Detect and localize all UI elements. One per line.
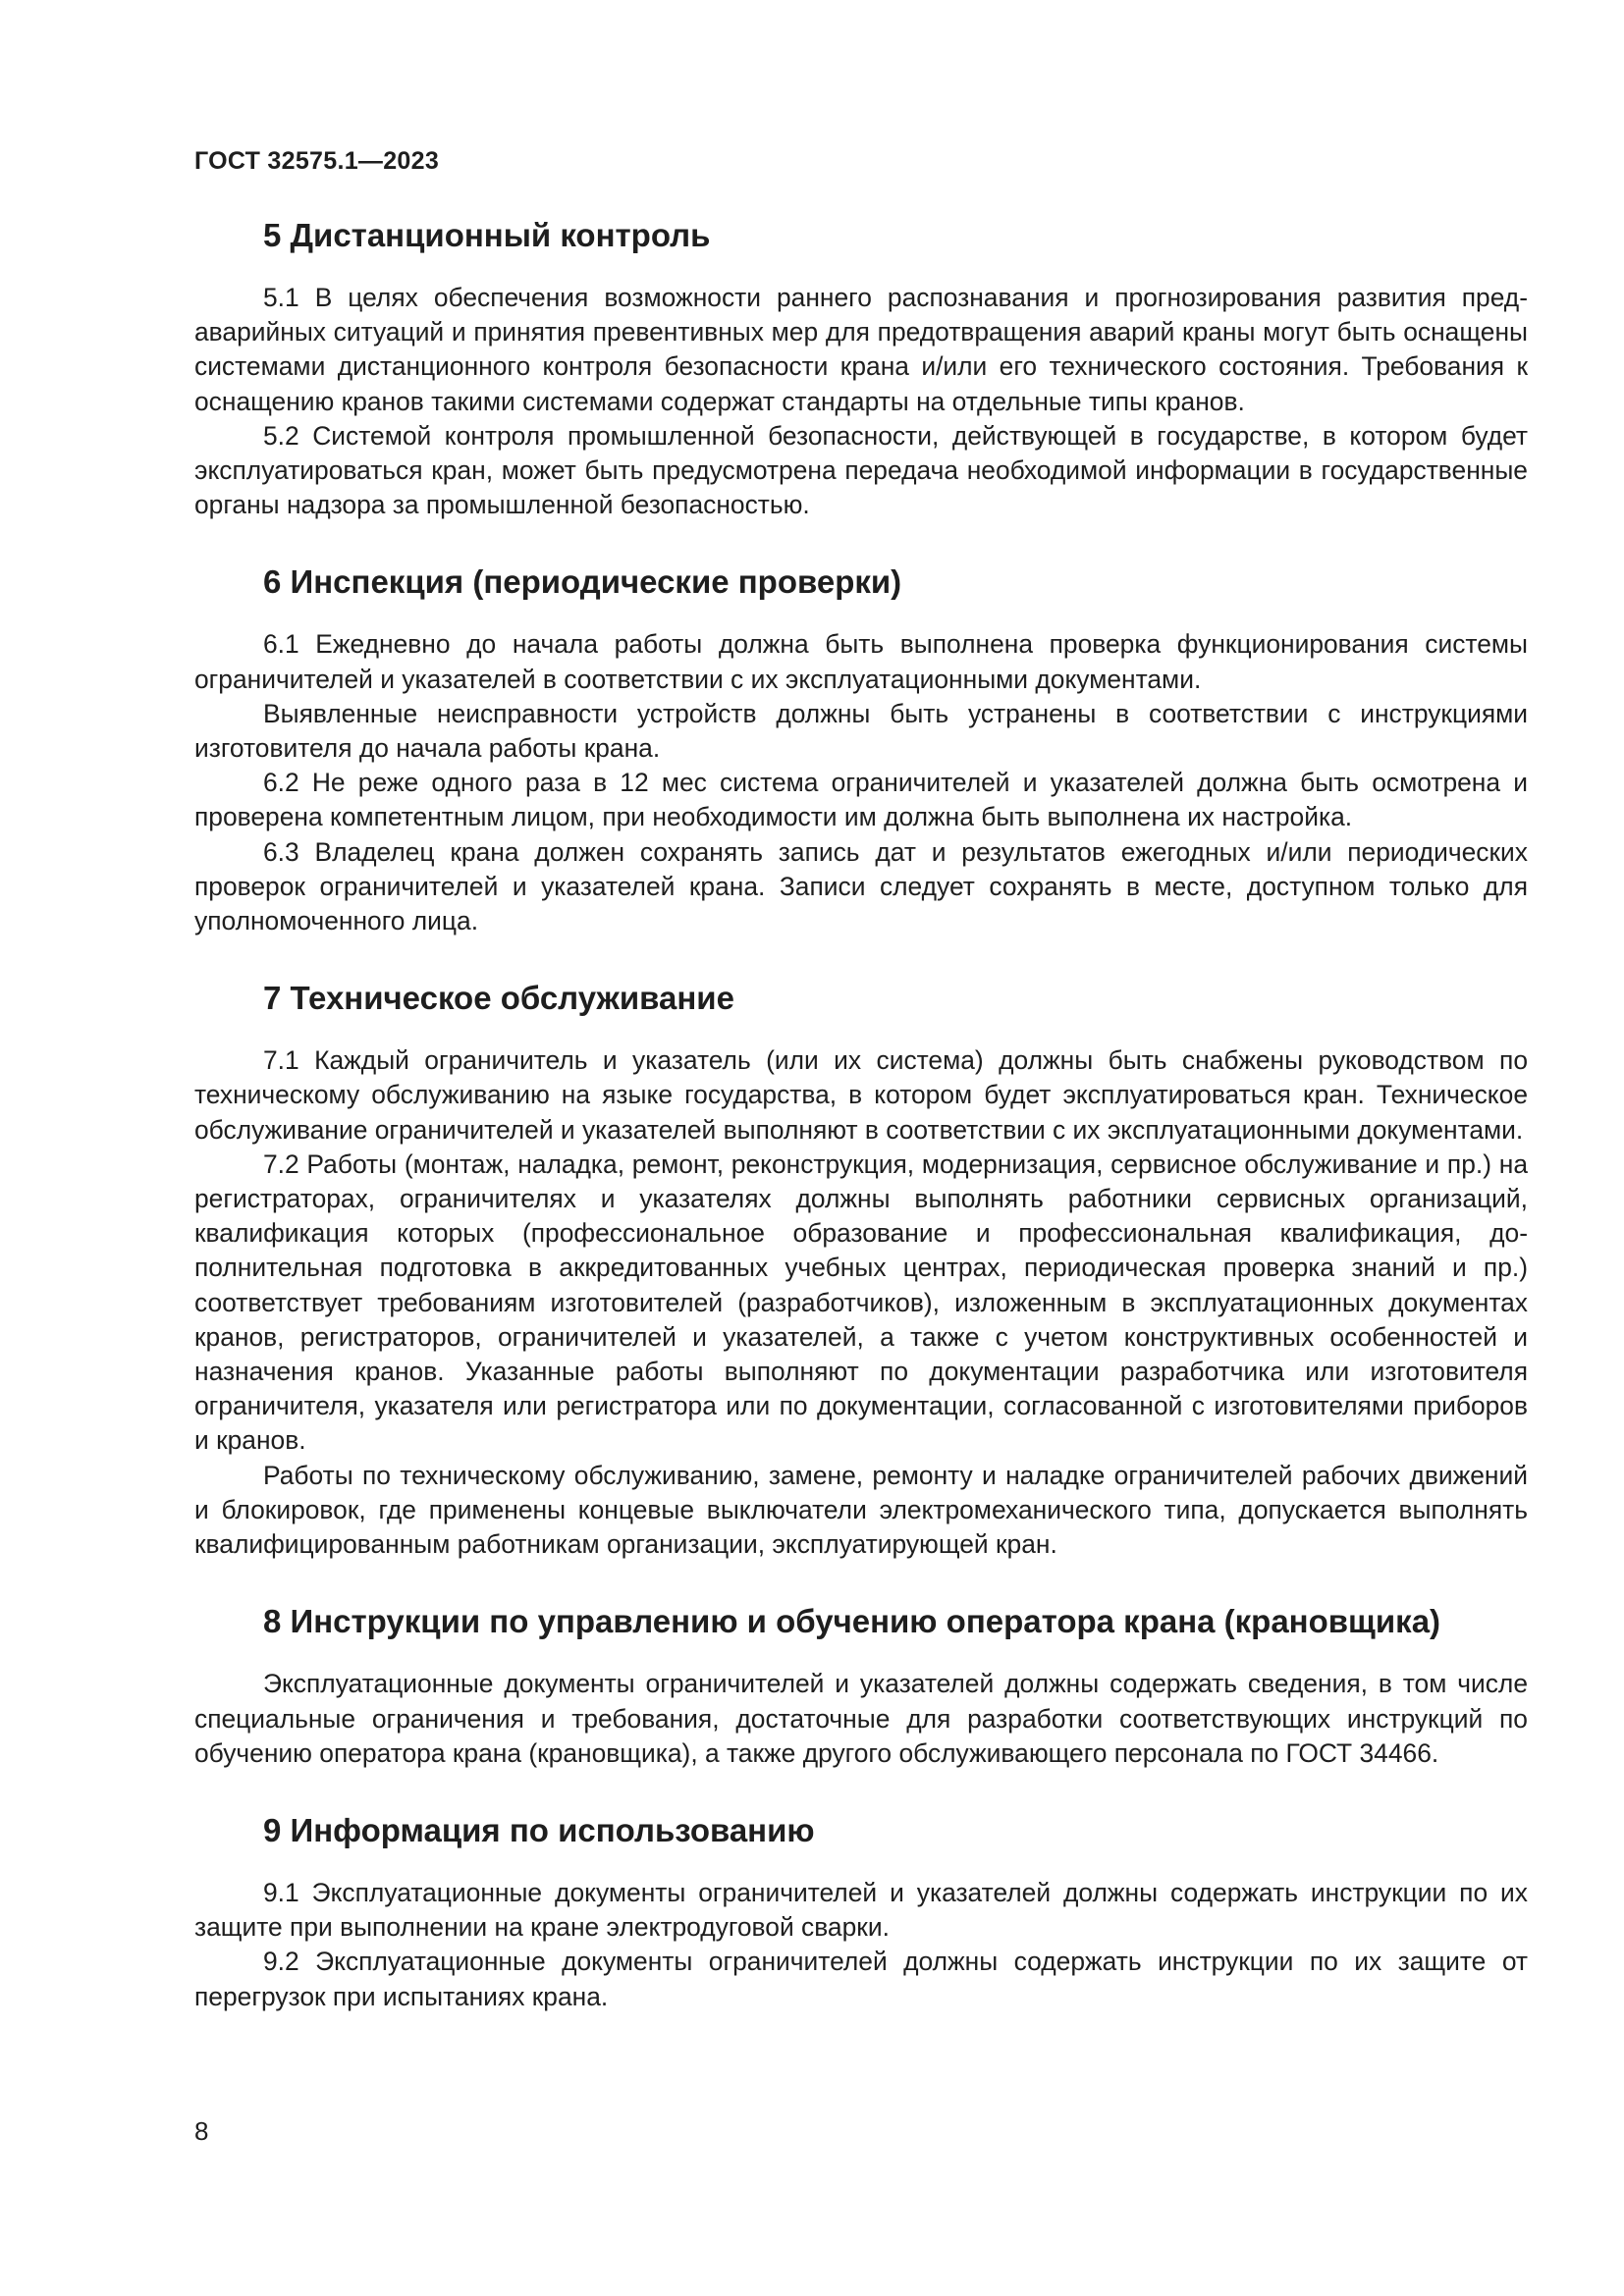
section-title: 7 Техническое обслуживание xyxy=(263,980,734,1017)
paragraph: 6.2 Не реже одного раза в 12 мес система ограничителей и указателей должна быть осмотрена и проверена компетентным лицом, при необходимости им должна быть выполнена их настройка. xyxy=(194,768,1528,832)
section-title: 6 Инспекция (периодические проверки) xyxy=(263,563,902,601)
section-8 xyxy=(194,1600,1528,1771)
section-9 xyxy=(194,1809,1528,2014)
section-5 xyxy=(194,214,1528,522)
paragraph: 7.2 Работы (монтаж, наладка, ремонт, реконструкция, модернизация, сервисное обслуживание и пр.) на регистраторах, ограничителях и указателях должны выполнять работники сервисных организаций, квалификация которых (профессиональное образование и профессиональная квалификация, дополнительная подготовка в аккредитованных учебных центрах, периодическая проверка знаний и пр.) соответствует требованиям изготовителей (разработчиков), изложенным в эксплуатационных документах кранов, регистраторов, ограничителей и указателей, а также с учетом конструктивных особенностей и назначения кранов. Указанные работы выполняют по документации разработчика или изготовителя ограничителя, указателя или регистратора или по документации, согласованной с изготовителями приборов и кранов. xyxy=(194,1148,1528,1456)
paragraph: 5.1 В целях обеспечения возможности раннего распознавания и прогнозирования развития предаварийных ситуаций и принятия превентивных мер для предотвращения аварий краны могут быть оснащены системами дистанционного контроля безопасности крана и/или его технического состояния. Требования к оснащению кранов такими системами содержат стандарты на отдельные типы кранов. xyxy=(194,283,1528,416)
paragraph: 7.1 Каждый ограничитель и указатель (или их система) должны быть снабжены руководством по техническому обслуживанию на языке государства, в котором будет эксплуатироваться кран. Техническое обслуживание ограничителей и указателей выполняют в соответствии с их эксплуатационными документами. xyxy=(194,1045,1528,1145)
paragraph: 9.2 Эксплуатационные документы ограничителей должны содержать инструкции по их защите от перегрузок при испытаниях крана. xyxy=(194,1947,1528,2011)
paragraph: 9.1 Эксплуатационные документы ограничителей и указателей должны содержать инструкции по их защите при выполнении на кране электродуговой сварки. xyxy=(194,1877,1528,1943)
section-6 xyxy=(194,561,1528,938)
page-number: 8 xyxy=(194,2116,209,2146)
paragraph: 6.3 Владелец крана должен сохранять запись дат и результатов ежегодных и/или периодических проверок ограничителей и указателей крана. Записи следует сохранять в месте, доступном только для уполномоченного лица. xyxy=(194,836,1528,936)
section-title: 9 Информация по использованию xyxy=(263,1811,815,1848)
paragraph: Выявленные неисправности устройств должны быть устранены в соответствии с инструкциями изготовителя до начала работы крана. xyxy=(194,698,1528,764)
paragraph: Работы по техническому обслуживанию, замене, ремонту и наладке ограничителей рабочих движений и блокировок, где применены концевые выключатели электромеханического типа, допускается выполнять квалифицированным работникам организации, эксплуатирующей кран. xyxy=(194,1460,1528,1560)
document-code-header: ГОСТ 32575.1—2023 xyxy=(194,147,440,175)
paragraph: 6.1 Ежедневно до начала работы должна быть выполнена проверка функционирования системы ограничителей и указателей в соответствии с их эксплуатационными документами. xyxy=(194,629,1528,694)
paragraph: 5.2 Системой контроля промышленной безопасности, действующей в государстве, в котором будет эксплуатироваться кран, может быть предусмотрена передача необходимой информации в государственные органы надзора за промышленной безопасностью. xyxy=(194,420,1528,520)
document-body xyxy=(194,214,1528,2053)
paragraph: Эксплуатационные документы ограничителей и указателей должны содержать сведения, в том числе специальные ограничения и требования, достаточные для разработки соответствующих инструкций по обучению оператора крана (крановщика), а также другого обслуживающего персонала по ГОСТ 34466. xyxy=(194,1669,1528,1768)
section-7 xyxy=(194,977,1528,1562)
section-title: 5 Дистанционный контроль xyxy=(263,217,711,253)
section-title: 8 Инструкции по управлению и обучению оператора крана (крановщика) xyxy=(263,1603,1441,1640)
